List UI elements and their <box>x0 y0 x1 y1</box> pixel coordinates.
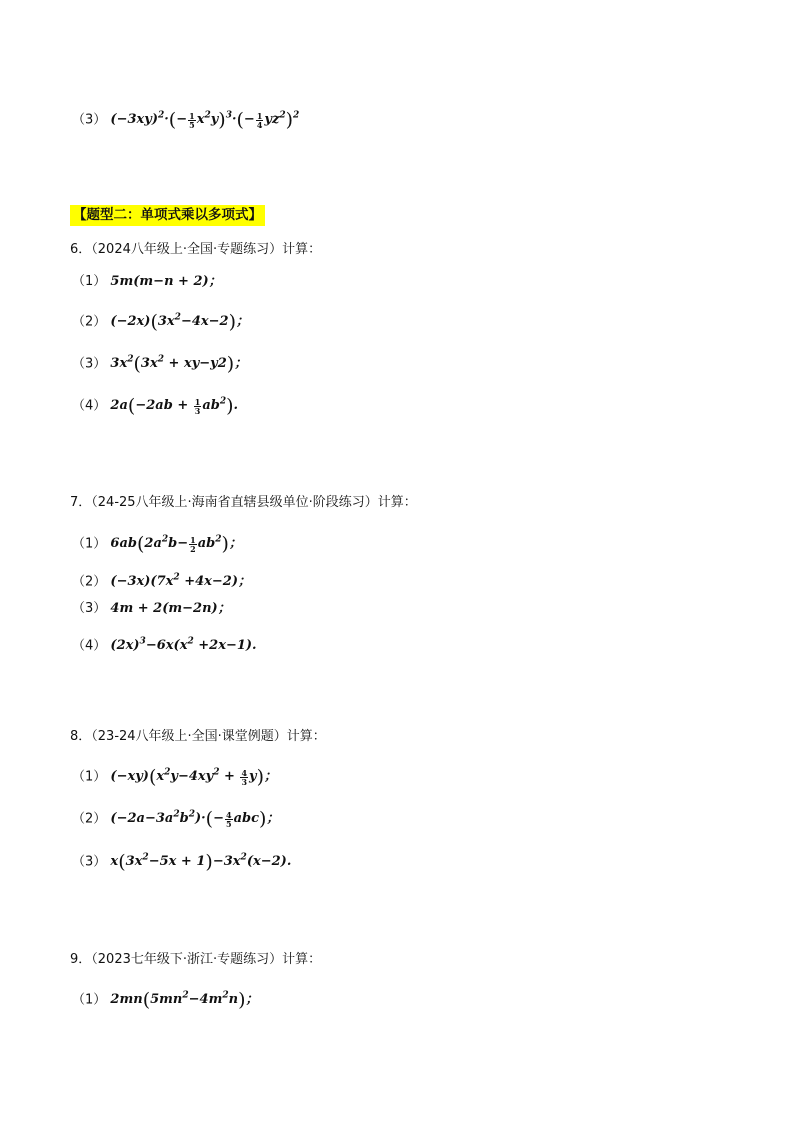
question-8-item-3 <box>72 848 291 872</box>
item-label: （3） <box>72 112 107 128</box>
math-expression: $(-xy)(x^2y-4xy^2$ + $\frac{4}{3}$ y)； <box>110 766 278 789</box>
math-expression: 5m(m−n + 2)； <box>110 274 222 289</box>
item-label: （2） <box>72 811 107 827</box>
math-expression: 4m + 2(m−2n)； <box>110 601 231 616</box>
item-label: （2） <box>72 574 107 590</box>
question-6-title: 6．（2024八年级上·全国·专题练习）计算： <box>70 242 322 257</box>
question-8-item-2 <box>72 805 279 829</box>
question-6-item-4 <box>72 392 238 416</box>
item-label: （2） <box>72 314 107 330</box>
question-9-title: 9．（2023七年级下·浙江·专题练习）计算： <box>70 952 322 967</box>
item-label: （3） <box>72 356 107 372</box>
problem-prev-3 <box>72 106 299 130</box>
math-expression: $(-2x)(3x^2-4x-2)$； <box>110 311 250 334</box>
math-expression: $(-3x)(7x^2 +4x-2)$； <box>110 573 252 590</box>
math-expression: $6ab(2a^2b-$ $\frac{1}{2}$ $ab^2$)； <box>110 533 242 556</box>
item-label: （1） <box>72 992 107 1008</box>
question-7-item-1 <box>72 530 242 554</box>
question-6-item-3 <box>72 350 247 374</box>
question-6-item-2 <box>72 308 249 332</box>
math-expression: $x(3x^2-5x + 1)-3x^2(x-2)$. <box>110 851 292 874</box>
math-expression: $(2x)^3-6x(x^2 +2x-1)$. <box>110 637 257 654</box>
question-8-item-1 <box>72 763 277 787</box>
math-expression: $(-3xy)^2\cdot(-$ $\frac{1}{5}$ $x^2y)^3\cdot(-$ $\frac{1}{4}$ $yz^2)^2$ <box>110 109 300 132</box>
item-label: （1） <box>72 536 107 552</box>
item-label: （1） <box>72 274 107 289</box>
item-label: （4） <box>72 638 107 654</box>
question-6-item-1 <box>72 272 222 292</box>
item-label: （3） <box>72 601 107 616</box>
math-expression: 2a(−2ab + $\frac{1}{3}$ $ab^2$). <box>110 395 239 418</box>
question-7-item-4 <box>72 632 257 656</box>
item-label: （3） <box>72 854 107 870</box>
question-7-item-2 <box>72 568 251 592</box>
question-7-title: 7．（24-25八年级上·海南省直辖县级单位·阶段练习）计算： <box>70 495 417 510</box>
question-9-item-1 <box>72 986 259 1010</box>
math-expression: $3x^2(3x^2 + xy-y2)$； <box>110 353 248 376</box>
math-expression: $(-2a-3a^2b^2)\cdot(-$ $\frac{4}{5}$ abc)； <box>110 808 280 831</box>
item-label: （1） <box>72 769 107 785</box>
section-header: 【题型二：单项式乘以多项式】 <box>70 205 265 226</box>
question-7-item-3 <box>72 599 231 619</box>
item-label: （4） <box>72 398 107 414</box>
question-8-title: 8．（23-24八年级上·全国·课堂例题）计算： <box>70 729 326 744</box>
math-expression: $2mn(5mn^2-4m^2n)$； <box>110 989 259 1012</box>
